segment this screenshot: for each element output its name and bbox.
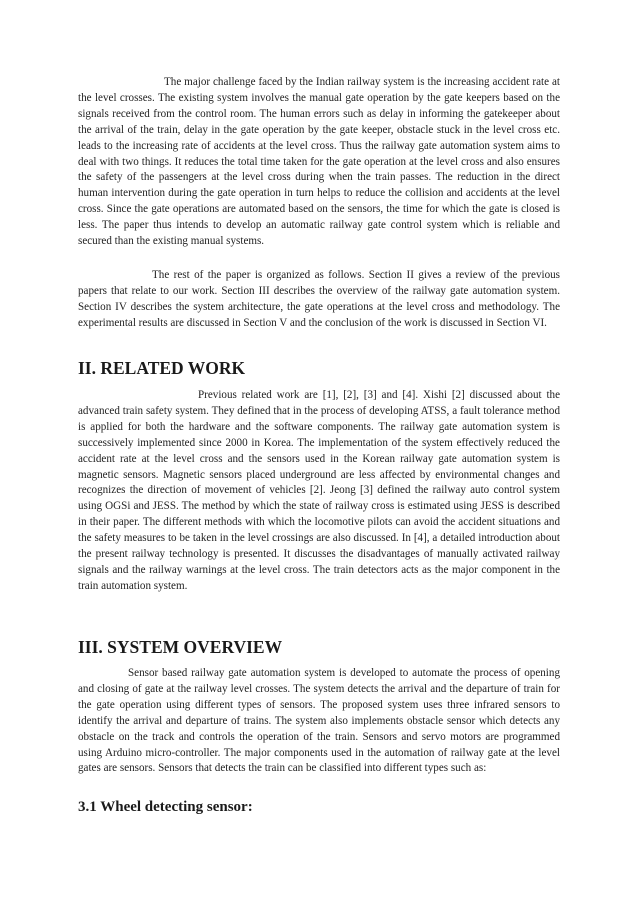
intro-paragraph-2: The rest of the paper is organized as follows. Section II gives a review of the previous papers that relate to our work. Section III describes the overview of the railway gate automation system. Section IV describes the system architecture, the gate operations at the level cross and methodology. The experimental results are discussed in Section V and the conclusion of the work is discussed in Section VI.: [78, 269, 560, 329]
related-work-paragraph: Previous related work are [1], [2], [3] and [4]. Xishi [2] discussed about the advanced train safety system. They defined that in the process of developing ATSS, a fault tolerance method is applied for both the hardware and the software components. The railway gate automation system is successively implemented since 2000 in Korea. The implementation of the system effectively reduced the accident rate at the level cross and the sensors used in the Korean railway gate automation system is magnetic sensors. Magnetic sensors placed underground are less affected by environmental changes and recognizes the direction of movement of vehicles [2]. Jeong [3] defined the railway auto control system using OGSi and JESS. The method by which the state of railway cross is estimated using JESS is described in their paper. The different methods with which the locomotive pilots can avoid the accident situations and the safety measures to be taken in the level crossings are also discussed. In [4], a detailed introduction about the present railway technology is presented. It discusses the disadvantages of manually activated railway signals and the railway warnings at the level cross. The train detectors acts as the major component in the train automation system.: [78, 389, 560, 592]
section-heading-system-overview: III. SYSTEM OVERVIEW: [78, 637, 283, 657]
system-overview-paragraph: Sensor based railway gate automation system is developed to automate the process of opening and closing of gate at the railway level crosses. The system detects the arrival and the departure of train for the gate operation using different types of sensors. The proposed system uses three infrared sensors to identify the arrival and departure of trains. The system also implements obstacle sensor which detects any obstacle on the track and controls the operation of the train. Sensors and servo motors are programmed using Arduino micro-controller. The major components used in the automation of railway gate at the level gates are sensors. Sensors that detects the train can be classified into different types such as:: [78, 667, 560, 775]
subsection-heading-wheel-sensor: 3.1 Wheel detecting sensor:: [78, 799, 253, 815]
intro-paragraph-1: The major challenge faced by the Indian railway system is the increasing accident rate at the level crosses. The existing system involves the manual gate operation by the gate keepers based on the signals received from the control room. The human errors such as delay in informing the gatekeeper about the arrival of the train, delay in the gate operation by the gate keeper, obstacle stuck in the level cross etc. leads to the increasing rate of accidents at the level cross. Thus the railway gate automation system aims to deal with two things. It reduces the total time taken for the gate operation at the level cross and also ensures the safety of the passengers at the level cross during when the train passes. The reduction in the direct human intervention during the gate operation in turn helps to reduce the collision and accidents at the level cross. Since the gate operations are automated based on the sensors, the time for which the gate is closed is less. The paper thus intends to develop an automatic railway gate control system which is reliable and secured than the existing manual systems.: [78, 76, 560, 248]
section-heading-related-work: II. RELATED WORK: [78, 358, 246, 378]
